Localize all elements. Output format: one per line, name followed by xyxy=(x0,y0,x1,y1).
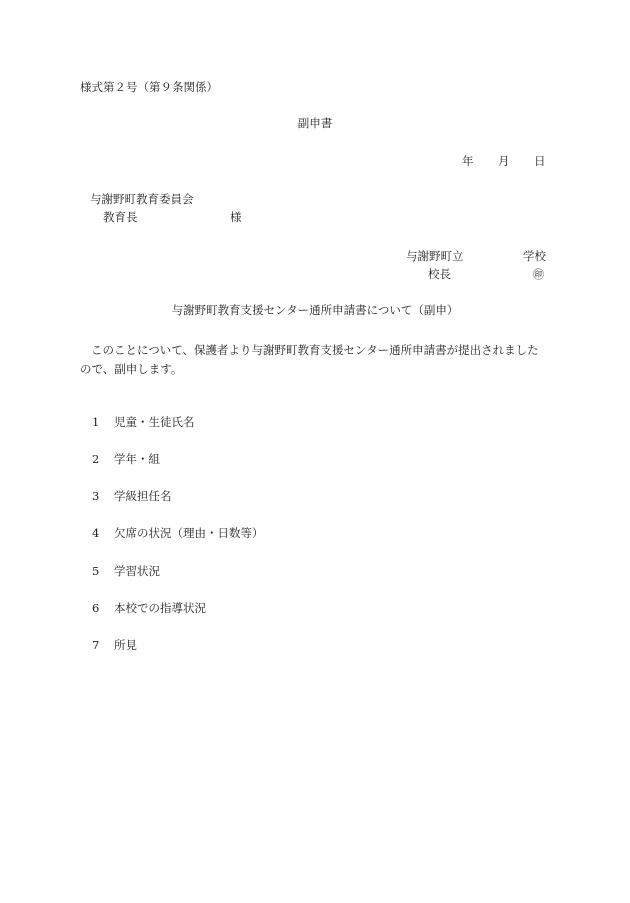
sender-school: 学校 xyxy=(523,249,546,263)
item-number: 2 xyxy=(92,452,100,466)
item-label: 児童・生徒氏名 xyxy=(114,415,195,429)
list-item xyxy=(92,528,264,540)
item-number: 7 xyxy=(92,638,100,652)
sender-principal: 校長 xyxy=(428,267,451,281)
sender-town: 与謝野町立 xyxy=(406,249,464,263)
item-number: 4 xyxy=(92,526,100,540)
recipient-organization: 与謝野町教育委員会 xyxy=(90,192,194,206)
item-number: 1 xyxy=(92,415,100,429)
item-label: 本校での指導状況 xyxy=(114,601,206,615)
list-item xyxy=(92,640,137,652)
form-number: 様式第２号（第９条関係） xyxy=(80,80,218,94)
item-number: 3 xyxy=(92,489,100,503)
item-number: 5 xyxy=(92,564,100,578)
subject-line: 与謝野町教育支援センター通所申請書について（副申） xyxy=(171,303,459,317)
date-day-label: 日 xyxy=(534,154,546,168)
item-label: 欠席の状況（理由・日数等） xyxy=(114,526,264,540)
body-text: このことについて、保護者より与謝野町教育支援センター通所申請書が提出されましたので、副申します。 xyxy=(80,343,539,376)
sender-principal-line xyxy=(428,267,544,281)
sender-school-line xyxy=(406,249,546,263)
document-title: 副申書 xyxy=(297,116,333,130)
recipient-honorific: 様 xyxy=(230,210,242,224)
seal-mark: ㊞ xyxy=(533,268,544,281)
item-label: 所見 xyxy=(114,638,137,652)
list-item xyxy=(92,566,160,578)
item-label: 学級担任名 xyxy=(114,489,172,503)
item-label: 学習状況 xyxy=(114,564,160,578)
list-item xyxy=(92,454,160,466)
date-month-label: 月 xyxy=(498,154,510,168)
list-item xyxy=(92,417,195,429)
item-number: 6 xyxy=(92,601,100,615)
date-year-label: 年 xyxy=(462,154,474,168)
list-item xyxy=(92,491,172,503)
recipient-line xyxy=(103,210,242,224)
recipient-position: 教育長 xyxy=(103,210,138,224)
date-line xyxy=(462,156,546,168)
item-label: 学年・組 xyxy=(114,452,160,466)
list-item xyxy=(92,603,206,615)
